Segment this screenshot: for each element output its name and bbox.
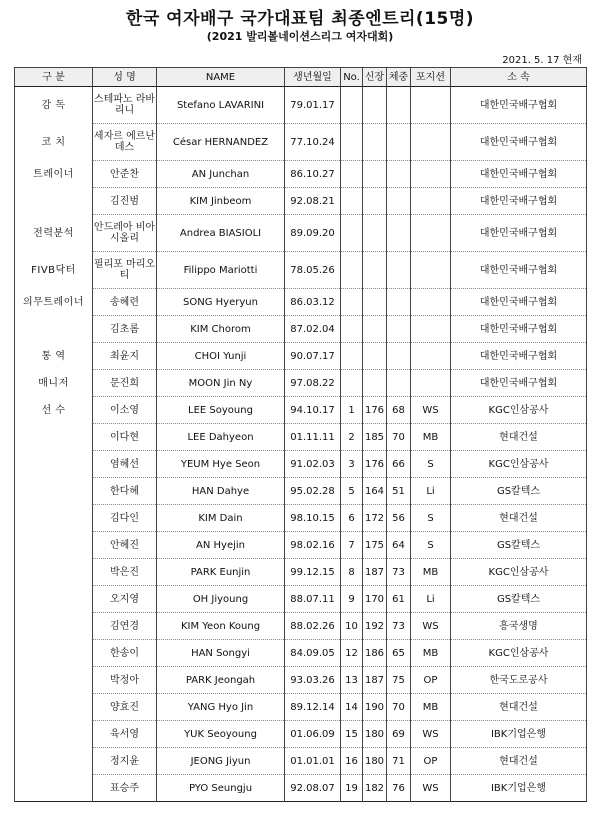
category-cell [15, 775, 93, 802]
number-cell: 3 [341, 451, 363, 478]
korean-name-cell: 박은진 [93, 559, 157, 586]
number-cell [341, 343, 363, 370]
weight-cell [387, 252, 411, 289]
number-cell [341, 161, 363, 188]
table-row [15, 478, 587, 505]
birthdate-cell: 79.01.17 [285, 87, 341, 124]
position-cell [411, 289, 451, 316]
position-cell: WS [411, 613, 451, 640]
korean-name-cell: 이다현 [93, 424, 157, 451]
team-cell: KGC인삼공사 [451, 559, 587, 586]
col-height-header: 신장 [363, 68, 387, 87]
category-cell [15, 505, 93, 532]
korean-name-cell: 필리포 마리오티 [93, 252, 157, 289]
weight-cell [387, 124, 411, 161]
number-cell: 15 [341, 721, 363, 748]
team-cell: GS칼텍스 [451, 478, 587, 505]
page-subtitle: (2021 발리볼네이션스리그 여자대회) [206, 30, 394, 43]
position-cell [411, 124, 451, 161]
table-row [15, 694, 587, 721]
position-cell: MB [411, 559, 451, 586]
name-cell: PARK Jeongah [157, 667, 285, 694]
height-cell [363, 343, 387, 370]
height-cell: 187 [363, 667, 387, 694]
birthdate-cell: 01.11.11 [285, 424, 341, 451]
birthdate-cell: 88.07.11 [285, 586, 341, 613]
position-cell: WS [411, 775, 451, 802]
name-cell: KIM Dain [157, 505, 285, 532]
team-cell: IBK기업은행 [451, 721, 587, 748]
height-cell [363, 215, 387, 252]
col-position-header: 포지션 [411, 68, 451, 87]
number-cell: 7 [341, 532, 363, 559]
number-cell [341, 124, 363, 161]
korean-name-cell: 한다혜 [93, 478, 157, 505]
team-cell: 대한민국배구협회 [451, 124, 587, 161]
team-cell: KGC인삼공사 [451, 640, 587, 667]
category-cell [15, 667, 93, 694]
name-cell: Stefano LAVARINI [157, 87, 285, 124]
korean-name-cell: 이소영 [93, 397, 157, 424]
number-cell: 9 [341, 586, 363, 613]
table-row [15, 748, 587, 775]
category-cell: 전력분석 [15, 215, 93, 252]
weight-cell: 69 [387, 721, 411, 748]
birthdate-cell: 97.08.22 [285, 370, 341, 397]
table-row [15, 397, 587, 424]
weight-cell: 56 [387, 505, 411, 532]
category-cell [15, 316, 93, 343]
number-cell: 2 [341, 424, 363, 451]
number-cell [341, 289, 363, 316]
category-cell: FIVB닥터 [15, 252, 93, 289]
weight-cell: 70 [387, 424, 411, 451]
position-cell [411, 252, 451, 289]
weight-cell: 70 [387, 694, 411, 721]
position-cell: S [411, 451, 451, 478]
weight-cell: 66 [387, 451, 411, 478]
height-cell: 192 [363, 613, 387, 640]
birthdate-cell: 99.12.15 [285, 559, 341, 586]
birthdate-cell: 89.09.20 [285, 215, 341, 252]
birthdate-cell: 91.02.03 [285, 451, 341, 478]
name-cell: AN Junchan [157, 161, 285, 188]
name-cell: LEE Soyoung [157, 397, 285, 424]
number-cell: 1 [341, 397, 363, 424]
height-cell [363, 252, 387, 289]
position-cell [411, 215, 451, 252]
name-cell: SONG Hyeryun [157, 289, 285, 316]
table-row [15, 667, 587, 694]
height-cell: 190 [363, 694, 387, 721]
name-cell: Filippo Mariotti [157, 252, 285, 289]
position-cell: OP [411, 748, 451, 775]
weight-cell [387, 87, 411, 124]
name-cell: KIM Yeon Koung [157, 613, 285, 640]
position-cell: MB [411, 424, 451, 451]
position-cell: MB [411, 694, 451, 721]
birthdate-cell: 01.06.09 [285, 721, 341, 748]
weight-cell [387, 215, 411, 252]
page-title: 한국 여자배구 국가대표팀 최종엔트리(15명) [125, 9, 475, 29]
korean-name-cell: 육서영 [93, 721, 157, 748]
height-cell: 186 [363, 640, 387, 667]
birthdate-cell: 98.10.15 [285, 505, 341, 532]
table-row [15, 721, 587, 748]
korean-name-cell: 정지윤 [93, 748, 157, 775]
weight-cell [387, 188, 411, 215]
position-cell: Li [411, 478, 451, 505]
team-cell: 대한민국배구협회 [451, 87, 587, 124]
table-row [15, 188, 587, 215]
position-cell [411, 316, 451, 343]
table-row [15, 289, 587, 316]
number-cell: 14 [341, 694, 363, 721]
position-cell: MB [411, 640, 451, 667]
height-cell: 176 [363, 451, 387, 478]
birthdate-cell: 78.05.26 [285, 252, 341, 289]
team-cell: 대한민국배구협회 [451, 316, 587, 343]
col-team-header: 소 속 [451, 68, 587, 87]
height-cell [363, 316, 387, 343]
weight-cell: 51 [387, 478, 411, 505]
birthdate-cell: 95.02.28 [285, 478, 341, 505]
team-cell: 대한민국배구협회 [451, 343, 587, 370]
birthdate-cell: 88.02.26 [285, 613, 341, 640]
name-cell: CHOI Yunji [157, 343, 285, 370]
number-cell: 19 [341, 775, 363, 802]
team-cell: 현대건설 [451, 748, 587, 775]
weight-cell: 76 [387, 775, 411, 802]
team-cell: 대한민국배구협회 [451, 161, 587, 188]
name-cell: KIM Jinbeom [157, 188, 285, 215]
height-cell: 180 [363, 748, 387, 775]
category-cell [15, 424, 93, 451]
korean-name-cell: 김초롬 [93, 316, 157, 343]
weight-cell: 75 [387, 667, 411, 694]
category-cell [15, 613, 93, 640]
name-cell: HAN Dahye [157, 478, 285, 505]
as-of-date: 2021. 5. 17 현재 [502, 55, 582, 66]
birthdate-cell: 90.07.17 [285, 343, 341, 370]
team-cell: 한국도로공사 [451, 667, 587, 694]
height-cell [363, 289, 387, 316]
team-cell: 대한민국배구협회 [451, 370, 587, 397]
position-cell: WS [411, 721, 451, 748]
korean-name-cell: 안드레아 비아시올리 [93, 215, 157, 252]
birthdate-cell: 93.03.26 [285, 667, 341, 694]
number-cell [341, 87, 363, 124]
position-cell: OP [411, 667, 451, 694]
team-cell: IBK기업은행 [451, 775, 587, 802]
table-row [15, 316, 587, 343]
category-cell [15, 748, 93, 775]
category-cell [15, 586, 93, 613]
category-cell [15, 559, 93, 586]
birthdate-cell: 92.08.07 [285, 775, 341, 802]
weight-cell: 71 [387, 748, 411, 775]
birthdate-cell: 84.09.05 [285, 640, 341, 667]
team-cell: GS칼텍스 [451, 532, 587, 559]
birthdate-cell: 98.02.16 [285, 532, 341, 559]
number-cell [341, 215, 363, 252]
height-cell: 176 [363, 397, 387, 424]
korean-name-cell: 안준찬 [93, 161, 157, 188]
name-cell: OH Jiyoung [157, 586, 285, 613]
height-cell [363, 370, 387, 397]
position-cell [411, 188, 451, 215]
height-cell [363, 188, 387, 215]
position-cell [411, 370, 451, 397]
weight-cell: 64 [387, 532, 411, 559]
category-cell: 선 수 [15, 397, 93, 424]
roster-table [14, 67, 587, 802]
birthdate-cell: 92.08.21 [285, 188, 341, 215]
number-cell [341, 252, 363, 289]
weight-cell [387, 316, 411, 343]
birthdate-cell: 89.12.14 [285, 694, 341, 721]
number-cell: 8 [341, 559, 363, 586]
table-row [15, 124, 587, 161]
number-cell: 13 [341, 667, 363, 694]
position-cell: WS [411, 397, 451, 424]
korean-name-cell: 염혜선 [93, 451, 157, 478]
height-cell [363, 124, 387, 161]
col-korean-name-header: 성 명 [93, 68, 157, 87]
table-row [15, 252, 587, 289]
team-cell: 현대건설 [451, 694, 587, 721]
team-cell: 대한민국배구협회 [451, 289, 587, 316]
name-cell: PYO Seungju [157, 775, 285, 802]
name-cell: YANG Hyo Jin [157, 694, 285, 721]
name-cell: César HERNANDEZ [157, 124, 285, 161]
name-cell: YUK Seoyoung [157, 721, 285, 748]
height-cell: 172 [363, 505, 387, 532]
korean-name-cell: 문진희 [93, 370, 157, 397]
korean-name-cell: 한송이 [93, 640, 157, 667]
position-cell: S [411, 505, 451, 532]
col-weight-header: 체중 [387, 68, 411, 87]
position-cell [411, 87, 451, 124]
table-row [15, 161, 587, 188]
weight-cell [387, 289, 411, 316]
position-cell [411, 343, 451, 370]
number-cell: 12 [341, 640, 363, 667]
number-cell [341, 370, 363, 397]
korean-name-cell: 세자르 에르난데스 [93, 124, 157, 161]
height-cell: 170 [363, 586, 387, 613]
name-cell: JEONG Jiyun [157, 748, 285, 775]
category-cell: 트레이너 [15, 161, 93, 188]
table-row [15, 370, 587, 397]
name-cell: KIM Chorom [157, 316, 285, 343]
table-body [15, 87, 587, 802]
weight-cell [387, 161, 411, 188]
birthdate-cell: 94.10.17 [285, 397, 341, 424]
name-cell: Andrea BIASIOLI [157, 215, 285, 252]
table-row [15, 505, 587, 532]
category-cell: 통 역 [15, 343, 93, 370]
birthdate-cell: 86.10.27 [285, 161, 341, 188]
position-cell [411, 161, 451, 188]
col-name-header: NAME [157, 68, 285, 87]
category-cell [15, 694, 93, 721]
korean-name-cell: 스테파노 라바리니 [93, 87, 157, 124]
height-cell: 180 [363, 721, 387, 748]
korean-name-cell: 안혜진 [93, 532, 157, 559]
number-cell: 5 [341, 478, 363, 505]
category-cell [15, 721, 93, 748]
name-cell: YEUM Hye Seon [157, 451, 285, 478]
team-cell: 흥국생명 [451, 613, 587, 640]
height-cell: 175 [363, 532, 387, 559]
team-cell: 현대건설 [451, 505, 587, 532]
table-row [15, 424, 587, 451]
height-cell: 164 [363, 478, 387, 505]
col-birthdate-header: 생년월일 [285, 68, 341, 87]
table-row [15, 451, 587, 478]
col-category-header: 구 분 [15, 68, 93, 87]
height-cell: 187 [363, 559, 387, 586]
korean-name-cell: 표승주 [93, 775, 157, 802]
team-cell: 대한민국배구협회 [451, 215, 587, 252]
number-cell [341, 188, 363, 215]
korean-name-cell: 오지영 [93, 586, 157, 613]
name-cell: PARK Eunjin [157, 559, 285, 586]
birthdate-cell: 01.01.01 [285, 748, 341, 775]
height-cell [363, 161, 387, 188]
category-cell: 코 치 [15, 124, 93, 161]
team-cell: KGC인삼공사 [451, 397, 587, 424]
birthdate-cell: 87.02.04 [285, 316, 341, 343]
table-row [15, 640, 587, 667]
number-cell: 6 [341, 505, 363, 532]
height-cell [363, 87, 387, 124]
name-cell: LEE Dahyeon [157, 424, 285, 451]
name-cell: AN Hyejin [157, 532, 285, 559]
table-header-row [15, 68, 587, 87]
korean-name-cell: 박정아 [93, 667, 157, 694]
category-cell: 의무트레이너 [15, 289, 93, 316]
weight-cell: 68 [387, 397, 411, 424]
category-cell [15, 451, 93, 478]
position-cell: S [411, 532, 451, 559]
table-row [15, 775, 587, 802]
team-cell: KGC인삼공사 [451, 451, 587, 478]
korean-name-cell: 송혜련 [93, 289, 157, 316]
korean-name-cell: 김연경 [93, 613, 157, 640]
col-number-header: No. [341, 68, 363, 87]
name-cell: MOON Jin Ny [157, 370, 285, 397]
height-cell: 185 [363, 424, 387, 451]
category-cell [15, 532, 93, 559]
birthdate-cell: 77.10.24 [285, 124, 341, 161]
table-row [15, 586, 587, 613]
weight-cell: 65 [387, 640, 411, 667]
name-cell: HAN Songyi [157, 640, 285, 667]
weight-cell [387, 370, 411, 397]
korean-name-cell: 양효진 [93, 694, 157, 721]
team-cell: 대한민국배구협회 [451, 252, 587, 289]
table-row [15, 343, 587, 370]
korean-name-cell: 최윤지 [93, 343, 157, 370]
number-cell: 10 [341, 613, 363, 640]
height-cell: 182 [363, 775, 387, 802]
weight-cell: 73 [387, 559, 411, 586]
birthdate-cell: 86.03.12 [285, 289, 341, 316]
category-cell [15, 478, 93, 505]
weight-cell: 73 [387, 613, 411, 640]
table-row [15, 87, 587, 124]
team-cell: GS칼텍스 [451, 586, 587, 613]
number-cell: 16 [341, 748, 363, 775]
table-row [15, 532, 587, 559]
category-cell: 감 독 [15, 87, 93, 124]
category-cell [15, 640, 93, 667]
weight-cell [387, 343, 411, 370]
position-cell: Li [411, 586, 451, 613]
weight-cell: 61 [387, 586, 411, 613]
table-row [15, 559, 587, 586]
category-cell [15, 188, 93, 215]
number-cell [341, 316, 363, 343]
korean-name-cell: 김다인 [93, 505, 157, 532]
team-cell: 대한민국배구협회 [451, 188, 587, 215]
team-cell: 현대건설 [451, 424, 587, 451]
category-cell: 매니저 [15, 370, 93, 397]
table-row [15, 215, 587, 252]
table-row [15, 613, 587, 640]
korean-name-cell: 김진범 [93, 188, 157, 215]
